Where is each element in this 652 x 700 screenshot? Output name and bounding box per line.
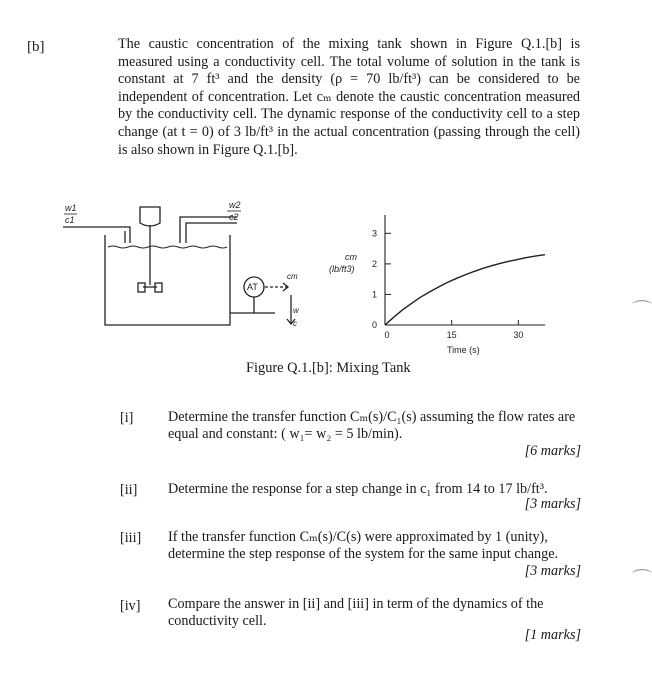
- response-curve: [385, 255, 545, 325]
- scroll-mark-icon: ⌒: [632, 569, 652, 591]
- label-w1: w1: [65, 203, 77, 213]
- scroll-mark-icon: ⌒: [632, 300, 652, 322]
- label-analyzer: AT: [247, 282, 258, 292]
- label-c: c: [293, 319, 297, 328]
- label-w2: w2: [229, 200, 241, 210]
- question-3-marks: [3 marks]: [524, 563, 581, 579]
- question-2-number: [ii]: [120, 482, 138, 498]
- y-tick-label: 1: [371, 289, 377, 300]
- x-tick-label: 15: [446, 330, 457, 340]
- label-cm: cm: [287, 272, 298, 281]
- x-axis-label: Time (s): [447, 345, 480, 355]
- intro-paragraph: The caustic concentration of the mixing tank shown in Figure Q.1.[b] is measured using a conductivity cell. The total volume of solution in the tank is constant at 7 ft³ and the density (ρ = 70 lb/ft³) can be considered to be independent of concentration. Let cₘ denote the caustic concentration measured by the conductivity cell. The dynamic response of the conductivity cell to a step change (at t = 0) of 3 lb/ft³ in the actual concentration (passing through the cell) is also shown in Figure Q.1.[b].: [118, 36, 580, 158]
- question-3-number: [iii]: [120, 530, 142, 546]
- question-1-text: Determine the transfer function Cₘ(s)/C₁(s) assuming the flow rates are equal and constant: ( w₁= w₂ = 5 lb/min).: [168, 409, 576, 443]
- section-label: [b]: [27, 39, 45, 55]
- y-tick-label: 3: [371, 228, 377, 239]
- y-tick-label: 0: [371, 320, 377, 330]
- question-4-text: Compare the answer in [ii] and [iii] in term of the dynamics of the conductivity cell.: [168, 596, 544, 630]
- inlet-pipe-1: [63, 227, 130, 243]
- y-axis-label: cm (lb/ft3): [329, 252, 357, 274]
- x-tick-label: 0: [384, 330, 390, 340]
- y-tick-label: 2: [371, 258, 377, 269]
- tank: [105, 235, 230, 325]
- x-tick-label: 30: [513, 330, 524, 340]
- question-1-number: [i]: [120, 410, 134, 426]
- label-c2: c2: [229, 212, 239, 222]
- question-2-text: Determine the response for a step change in c₁ from 14 to 17 lb/ft³.: [168, 481, 548, 497]
- motor: [140, 207, 160, 226]
- question-3-text: If the transfer function Cₘ(s)/C(s) were approximated by 1 (unity), determine the step response of the system for the same input change.: [168, 529, 559, 563]
- question-1-marks: [6 marks]: [524, 443, 581, 459]
- response-chart: [315, 205, 555, 355]
- figure-caption: Figure Q.1.[b]: Mixing Tank: [246, 360, 411, 376]
- label-w: w: [293, 306, 299, 315]
- question-4-number: [iv]: [120, 598, 141, 614]
- question-2-marks: [3 marks]: [524, 496, 581, 512]
- question-4-marks: [1 marks]: [524, 627, 581, 643]
- mixing-tank-diagram: [55, 195, 315, 335]
- label-c1: c1: [65, 215, 75, 225]
